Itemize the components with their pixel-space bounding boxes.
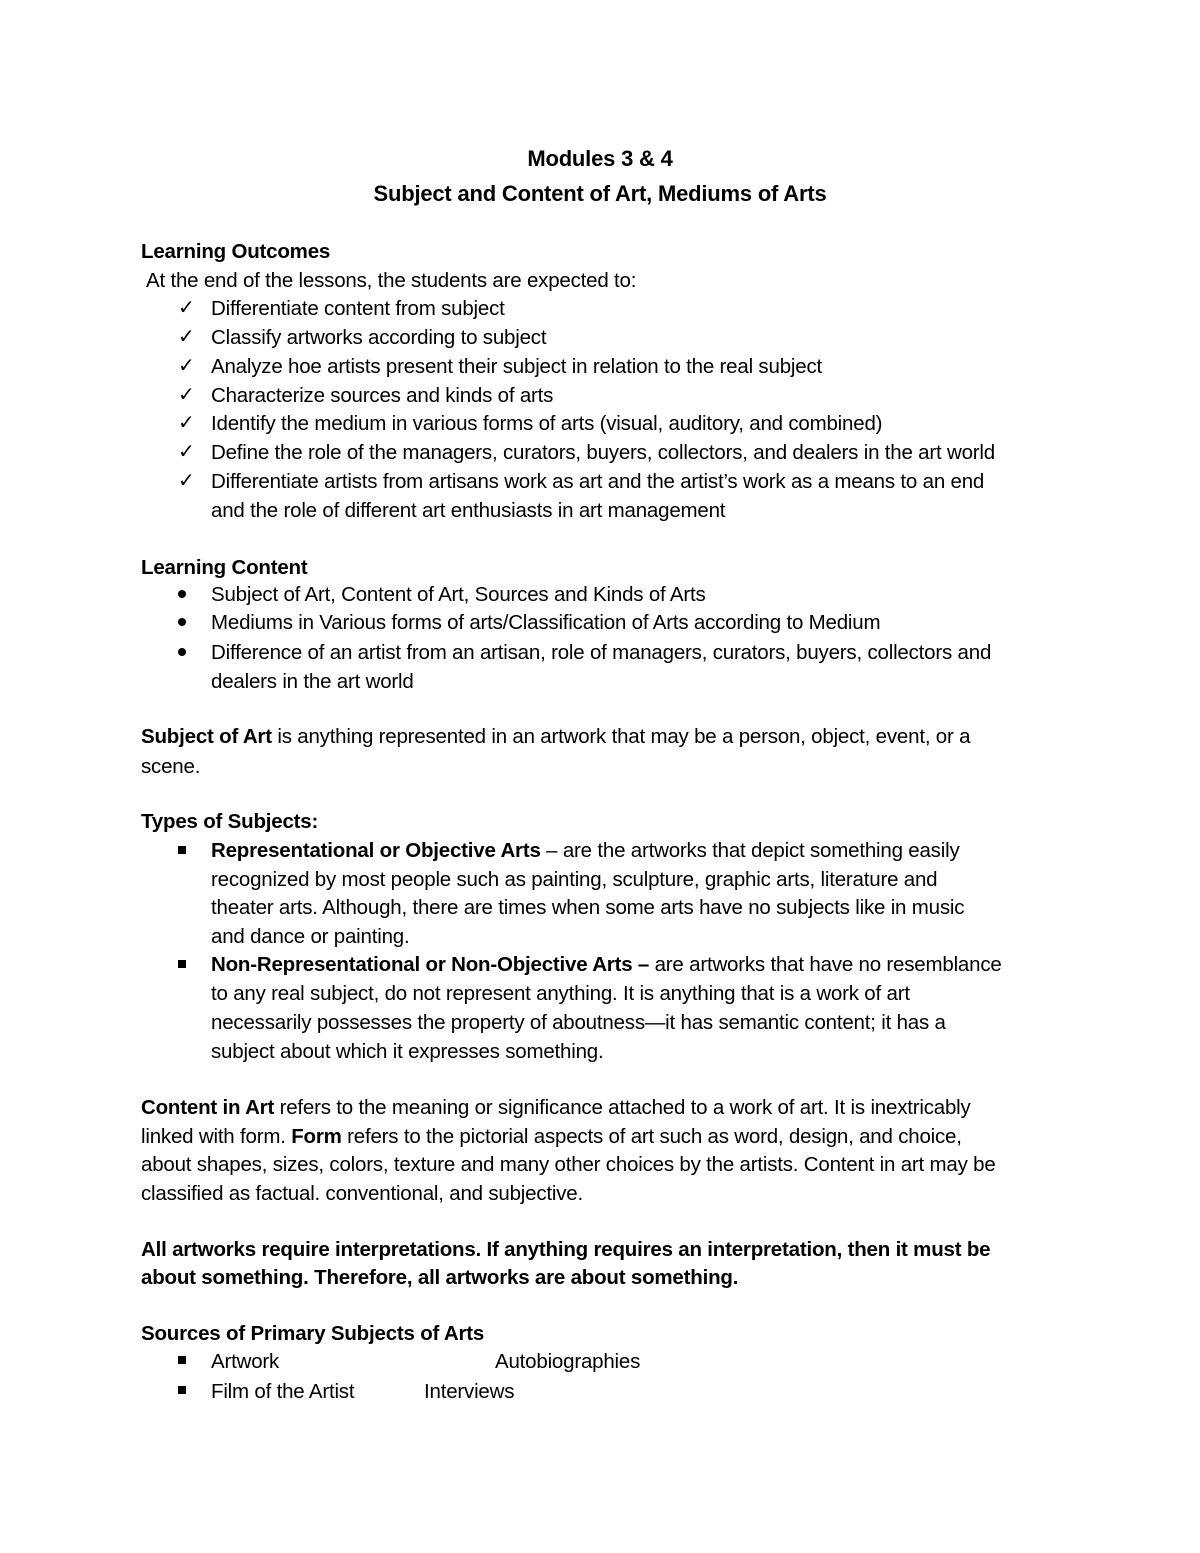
square-bullet-icon (178, 846, 186, 854)
round-bullet-icon (178, 590, 186, 598)
bold-statement-line: about something. Therefore, all artworks are about something. (141, 1266, 739, 1289)
checkmark-icon: ✓ (178, 326, 195, 348)
outcome-item: Identify the medium in various forms of arts (visual, auditory, and combined) (211, 412, 883, 435)
types-heading: Types of Subjects: (141, 810, 319, 833)
non-representational-text: are artworks that have no resemblance (649, 953, 1002, 976)
learning-content-heading: Learning Content (141, 556, 308, 579)
representational-line: and dance or painting. (211, 925, 410, 948)
subject-definition-line: scene. (141, 755, 201, 778)
content-definition-text: refers to the meaning or significance attached to a work of art. It is inextricably (274, 1096, 971, 1119)
learning-outcomes-heading: Learning Outcomes (141, 240, 331, 263)
checkmark-icon: ✓ (178, 441, 195, 463)
learning-outcomes-intro: At the end of the lessons, the students are expected to: (146, 269, 637, 292)
bold-statement-line: All artworks require interpretations. If anything requires an interpretation, then it must be (141, 1238, 991, 1261)
document-title: Modules 3 & 4 (527, 146, 673, 171)
form-term: Form (291, 1125, 342, 1148)
content-definition-text: refers to the pictorial aspects of art such as word, design, and choice, (341, 1125, 962, 1148)
content-definition-line: classified as factual. conventional, and subjective. (141, 1182, 584, 1205)
outcome-item: Characterize sources and kinds of arts (211, 384, 554, 407)
content-term: Content in Art (141, 1096, 275, 1119)
content-definition-line (141, 1093, 971, 1122)
representational-item (211, 836, 960, 865)
checkmark-icon: ✓ (178, 355, 195, 377)
content-definition-text: linked with form. (141, 1125, 292, 1148)
non-representational-line: subject about which it expresses something. (211, 1040, 604, 1063)
square-bullet-icon (178, 1356, 186, 1364)
sources-heading: Sources of Primary Subjects of Arts (141, 1322, 485, 1345)
subject-term: Subject of Art (141, 725, 272, 748)
subject-definition-line (141, 722, 970, 751)
representational-text: – are the artworks that depict something easily (540, 839, 960, 862)
outcome-item: Differentiate content from subject (211, 297, 505, 320)
non-representational-term: Non-Representational or Non-Objective Arts – (211, 953, 650, 976)
outcome-item: Classify artworks according to subject (211, 326, 547, 349)
source-item: Film of the Artist (211, 1380, 355, 1403)
outcome-item: Define the role of the managers, curators, buyers, collectors, and dealers in the art world (211, 441, 995, 464)
outcome-item: Differentiate artists from artisans work as art and the artist’s work as a means to an end (211, 470, 985, 493)
checkmark-icon: ✓ (178, 470, 195, 492)
content-definition-line (141, 1122, 962, 1151)
round-bullet-icon (178, 618, 186, 626)
source-item: Autobiographies (495, 1350, 641, 1373)
non-representational-line: necessarily possesses the property of aboutness—it has semantic content; it has a (211, 1011, 946, 1034)
square-bullet-icon (178, 1386, 186, 1394)
outcome-item: Analyze hoe artists present their subject in relation to the real subject (211, 355, 822, 378)
document-subtitle: Subject and Content of Art, Mediums of Arts (373, 181, 827, 206)
source-item: Interviews (424, 1380, 515, 1403)
non-representational-line: to any real subject, do not represent anything. It is anything that is a work of art (211, 982, 910, 1005)
checkmark-icon: ✓ (178, 384, 195, 406)
checkmark-icon: ✓ (178, 297, 195, 319)
source-item: Artwork (211, 1350, 280, 1373)
representational-term: Representational or Objective Arts (211, 839, 541, 862)
content-item: Mediums in Various forms of arts/Classification of Arts according to Medium (211, 611, 881, 634)
content-item-continuation: dealers in the art world (211, 670, 414, 693)
content-definition-line: about shapes, sizes, colors, texture and many other choices by the artists. Content in art may be (141, 1153, 996, 1176)
content-item: Difference of an artist from an artisan, role of managers, curators, buyers, collectors and (211, 641, 992, 664)
square-bullet-icon (178, 960, 186, 968)
checkmark-icon: ✓ (178, 412, 195, 434)
representational-line: recognized by most people such as painting, sculpture, graphic arts, literature and (211, 868, 938, 891)
outcome-item-continuation: and the role of different art enthusiasts in art management (211, 499, 726, 522)
content-item: Subject of Art, Content of Art, Sources and Kinds of Arts (211, 583, 706, 606)
non-representational-item (211, 950, 1002, 979)
representational-line: theater arts. Although, there are times when some arts have no subjects like in music (211, 896, 965, 919)
round-bullet-icon (178, 648, 186, 656)
subject-definition-text: is anything represented in an artwork that may be a person, object, event, or a (271, 725, 971, 748)
